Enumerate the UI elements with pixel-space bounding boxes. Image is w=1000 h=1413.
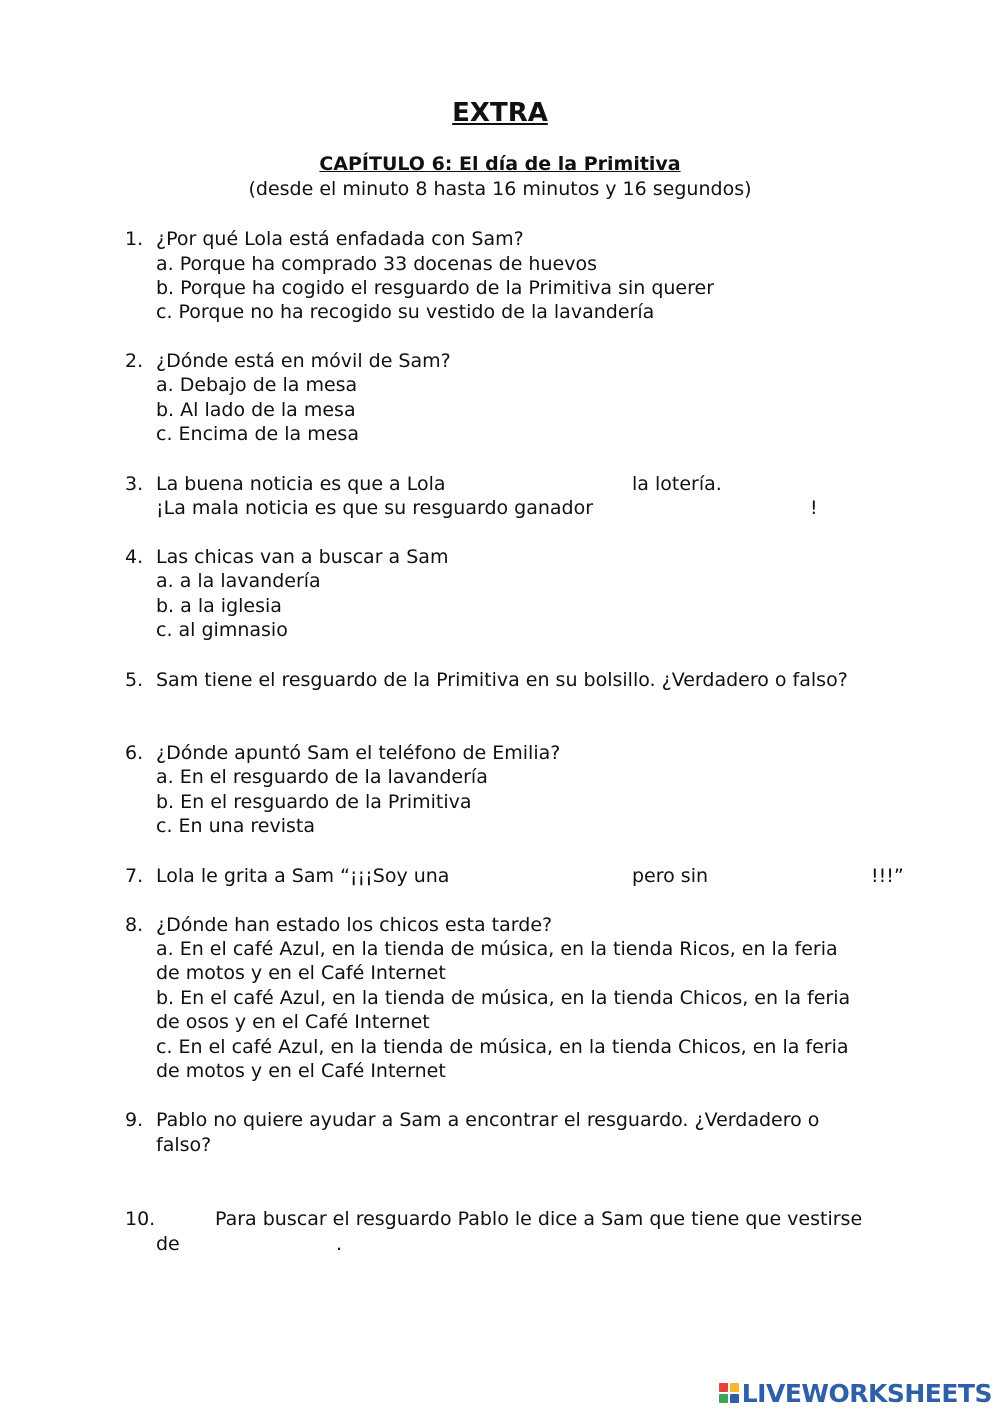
question-number: 10. [125, 1208, 156, 1230]
question-text-part1: La buena noticia es que a Lola [156, 473, 446, 495]
blank-answer-1[interactable] [470, 472, 625, 496]
option-c[interactable]: c. En una revista [156, 815, 315, 837]
question-text-line1: Pablo no quiere ayudar a Sam a encontrar el resguardo. ¿Verdadero o [156, 1109, 820, 1131]
chapter-heading: CAPÍTULO 6: El día de la Primitiva [319, 153, 681, 175]
question-text-line1: Para buscar el resguardo Pablo le dice a Sam que tiene que vestirse [215, 1208, 863, 1230]
question-number: 1. [125, 228, 144, 250]
question-number: 4. [125, 546, 144, 568]
question-number: 8. [125, 914, 144, 936]
question-number: 9. [125, 1109, 144, 1131]
option-c-line1[interactable]: c. En el café Azul, en la tienda de música, en la tienda Chicos, en la feria [156, 1036, 849, 1058]
option-c-line2[interactable]: de motos y en el Café Internet [156, 1060, 446, 1082]
question-text: ¿Dónde está en móvil de Sam? [156, 350, 451, 372]
blank-answer-2[interactable] [625, 496, 805, 520]
question-text: ¿Dónde apuntó Sam el teléfono de Emilia? [156, 742, 561, 764]
blank-answer-1[interactable] [475, 864, 625, 888]
option-a-line1[interactable]: a. En el café Azul, en la tienda de música, en la tienda Ricos, en la feria [156, 938, 838, 960]
worksheet-title: EXTRA [452, 98, 548, 128]
question-text: ¿Por qué Lola está enfadada con Sam? [156, 228, 524, 250]
option-a-line2[interactable]: de motos y en el Café Internet [156, 962, 446, 984]
option-a[interactable]: a. Debajo de la mesa [156, 374, 358, 396]
true-false-answer[interactable] [156, 694, 456, 724]
option-a[interactable]: a. En el resguardo de la lavandería [156, 766, 488, 788]
chapter-subtitle: (desde el minuto 8 hasta 16 minutos y 16 segundos) [248, 178, 752, 200]
option-b[interactable]: b. Al lado de la mesa [156, 399, 356, 421]
liveworksheets-logo-icon [719, 1383, 739, 1403]
option-b[interactable]: b. En el resguardo de la Primitiva [156, 791, 472, 813]
question-text-line2: falso? [156, 1134, 212, 1156]
question-text-part1: Lola le grita a Sam “¡¡¡Soy una [156, 865, 450, 887]
question-text-line2: de [156, 1233, 180, 1255]
question-text-part2: pero sin [632, 865, 709, 887]
question-text: Sam tiene el resguardo de la Primitiva en su bolsillo. ¿Verdadero o falso? [156, 669, 848, 691]
option-b-line1[interactable]: b. En el café Azul, en la tienda de música, en la tienda Chicos, en la feria [156, 987, 851, 1009]
question-text-line2: ¡La mala noticia es que su resguardo ganador [156, 497, 594, 519]
option-b-line2[interactable]: de osos y en el Café Internet [156, 1011, 430, 1033]
option-b[interactable]: b. Porque ha cogido el resguardo de la Primitiva sin querer [156, 277, 715, 299]
question-text: ¿Dónde han estado los chicos esta tarde? [156, 914, 553, 936]
blank-answer-2[interactable] [720, 864, 865, 888]
question-number: 7. [125, 865, 144, 887]
question-text-part2: la lotería. [632, 473, 722, 495]
question-text: Las chicas van a buscar a Sam [156, 546, 449, 568]
option-c[interactable]: c. Encima de la mesa [156, 423, 359, 445]
question-text-end: ! [810, 497, 818, 519]
option-c[interactable]: c. Porque no ha recogido su vestido de la lavandería [156, 301, 655, 323]
option-b[interactable]: b. a la iglesia [156, 595, 282, 617]
option-c[interactable]: c. al gimnasio [156, 619, 288, 641]
question-number: 6. [125, 742, 144, 764]
option-a[interactable]: a. a la lavandería [156, 570, 321, 592]
question-text-end: . [336, 1233, 343, 1255]
blank-answer[interactable] [186, 1232, 331, 1256]
question-text-end: !!!” [871, 865, 904, 887]
logo-text: LIVEWORKSHEETS [741, 1378, 992, 1408]
question-number: 3. [125, 473, 144, 495]
liveworksheets-logo[interactable] [719, 1378, 992, 1408]
option-a[interactable]: a. Porque ha comprado 33 docenas de huevos [156, 253, 597, 275]
true-false-answer[interactable] [156, 1160, 456, 1190]
question-number: 5. [125, 669, 144, 691]
question-number: 2. [125, 350, 144, 372]
